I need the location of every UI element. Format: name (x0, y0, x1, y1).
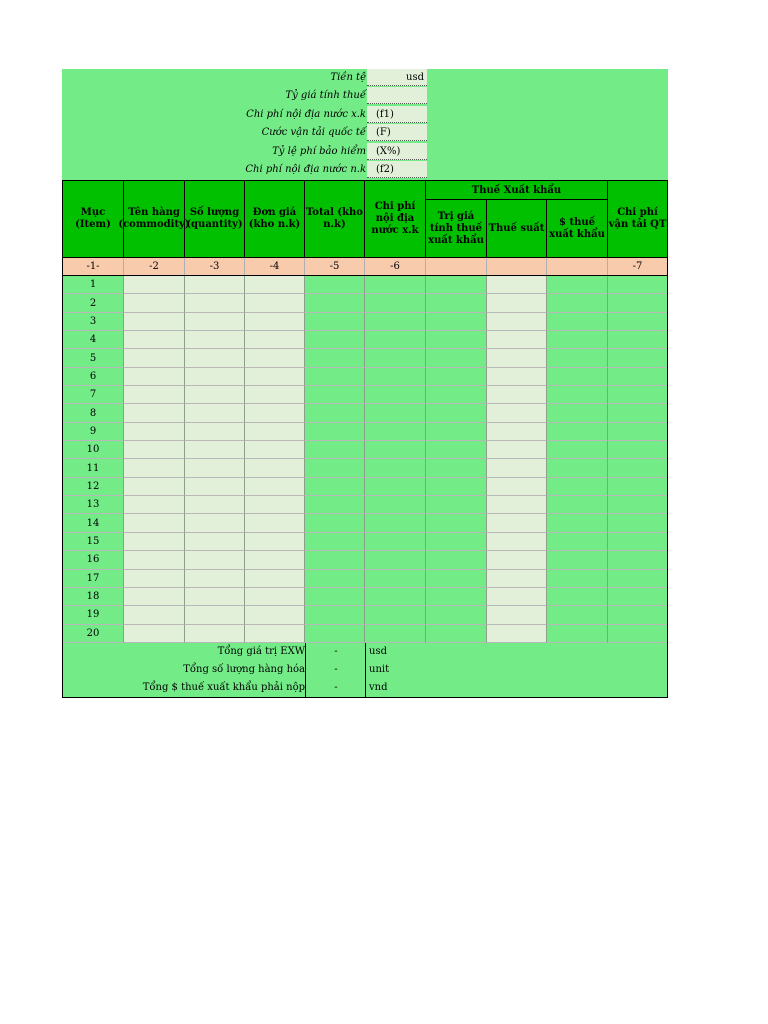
param-note: (X%) (376, 146, 401, 157)
data-cell[interactable] (245, 514, 305, 532)
data-cell[interactable] (305, 368, 365, 386)
data-cell[interactable] (365, 514, 426, 532)
data-cell[interactable] (185, 551, 245, 569)
data-cell[interactable] (547, 331, 608, 349)
data-cell[interactable] (426, 606, 487, 624)
data-cell[interactable] (185, 294, 245, 312)
data-cell[interactable] (365, 368, 426, 386)
data-cell[interactable] (305, 514, 365, 532)
table-row (62, 459, 668, 477)
data-cell[interactable] (185, 533, 245, 551)
total-label: Tổng $ thuế xuất khẩu phải nộp (142, 681, 305, 693)
data-cell[interactable] (245, 294, 305, 312)
data-cell[interactable] (608, 441, 667, 459)
param-row-insurance-rate (62, 143, 668, 161)
row-number-cell: 4 (63, 331, 124, 349)
column-number: -1- (63, 258, 124, 275)
total-value: - (334, 645, 338, 657)
data-cell[interactable] (305, 478, 365, 496)
data-cell[interactable] (185, 368, 245, 386)
row-number-cell: 13 (63, 496, 124, 514)
row-number-cell: 15 (63, 533, 124, 551)
row-number-cell: 3 (63, 313, 124, 331)
header-total: Total (kho n.k) (305, 181, 365, 257)
data-cell[interactable] (608, 404, 667, 422)
data-cell[interactable] (365, 625, 426, 643)
data-cell[interactable] (426, 276, 487, 294)
data-cell[interactable] (365, 423, 426, 441)
row-number-cell: 14 (63, 514, 124, 532)
table-row (62, 423, 668, 441)
data-cell[interactable] (365, 276, 426, 294)
param-label: Tỷ lệ phí bảo hiểm (272, 146, 366, 157)
data-cell[interactable] (547, 368, 608, 386)
data-cell[interactable] (305, 386, 365, 404)
data-cell[interactable] (245, 313, 305, 331)
data-cell[interactable] (487, 368, 547, 386)
data-cell[interactable] (608, 496, 667, 514)
header-quantity: Số lượng (quantity) (185, 181, 245, 257)
data-cell[interactable] (124, 313, 185, 331)
data-cell[interactable] (547, 570, 608, 588)
row-number-cell: 8 (63, 404, 124, 422)
data-cell[interactable] (245, 606, 305, 624)
data-cell[interactable] (365, 386, 426, 404)
data-cell[interactable] (487, 496, 547, 514)
param-label: Tỷ giá tính thuế (285, 90, 366, 101)
data-cell[interactable] (124, 478, 185, 496)
data-cell[interactable] (305, 588, 365, 606)
data-cell[interactable] (547, 276, 608, 294)
data-cell[interactable] (426, 588, 487, 606)
data-cell[interactable] (185, 349, 245, 367)
table-row (62, 276, 668, 294)
total-label: Tổng giá trị EXW (217, 645, 305, 657)
param-row-exchange-rate (62, 87, 668, 105)
row-number-cell: 18 (63, 588, 124, 606)
column-number: -4 (245, 258, 305, 275)
total-value: - (334, 663, 338, 675)
data-cell[interactable] (426, 570, 487, 588)
data-cell[interactable] (608, 570, 667, 588)
data-cell[interactable] (305, 570, 365, 588)
data-cell[interactable] (185, 331, 245, 349)
param-row-currency (62, 69, 668, 87)
table-row (62, 294, 668, 312)
data-cell[interactable] (547, 459, 608, 477)
data-cell[interactable] (305, 313, 365, 331)
data-cell[interactable] (185, 606, 245, 624)
data-cell[interactable] (487, 606, 547, 624)
data-cell[interactable] (124, 606, 185, 624)
data-cell[interactable] (426, 478, 487, 496)
data-cell[interactable] (547, 496, 608, 514)
data-cell[interactable] (124, 588, 185, 606)
total-label: Tổng số lượng hàng hóa (183, 663, 305, 675)
table-body (62, 276, 668, 643)
row-number-cell: 6 (63, 368, 124, 386)
table-row (62, 404, 668, 422)
data-cell[interactable] (124, 625, 185, 643)
row-number-cell: 11 (63, 459, 124, 477)
data-cell[interactable] (185, 386, 245, 404)
data-cell[interactable] (426, 533, 487, 551)
column-number: -7 (632, 261, 643, 272)
data-cell[interactable] (245, 423, 305, 441)
data-cell[interactable] (487, 349, 547, 367)
param-note: (f2) (376, 164, 394, 175)
data-cell[interactable] (245, 625, 305, 643)
data-cell[interactable] (365, 478, 426, 496)
row-number-cell: 19 (63, 606, 124, 624)
data-cell[interactable] (608, 514, 667, 532)
data-cell[interactable] (608, 313, 667, 331)
column-number: -3 (185, 258, 245, 275)
data-cell[interactable] (608, 533, 667, 551)
data-cell[interactable] (426, 404, 487, 422)
data-cell[interactable] (185, 588, 245, 606)
column-number: -2 (124, 258, 185, 275)
data-cell[interactable] (245, 496, 305, 514)
header-export-domestic-cost: Chi phí nội địa nước x.k (365, 181, 426, 257)
data-cell[interactable] (547, 533, 608, 551)
data-cell[interactable] (365, 404, 426, 422)
param-label: Cước vận tải quốc tế (261, 127, 366, 138)
data-cell[interactable] (608, 386, 667, 404)
total-unit: unit (369, 663, 390, 675)
data-cell[interactable] (124, 423, 185, 441)
column-number (487, 258, 547, 275)
data-cell[interactable] (547, 588, 608, 606)
row-number-cell: 16 (63, 551, 124, 569)
data-cell[interactable] (426, 331, 487, 349)
data-cell[interactable] (365, 313, 426, 331)
data-cell[interactable] (245, 404, 305, 422)
table-row (62, 606, 668, 624)
total-row-export-tax (63, 679, 667, 697)
data-cell[interactable] (124, 331, 185, 349)
param-row-export-domestic-cost (62, 106, 668, 124)
data-cell[interactable] (487, 625, 547, 643)
column-number (547, 258, 608, 275)
header-export-tax-group: Thuế Xuất khẩu (426, 181, 608, 199)
data-cell[interactable] (245, 349, 305, 367)
row-number-cell: 1 (63, 276, 124, 294)
data-cell[interactable] (124, 441, 185, 459)
data-cell[interactable] (365, 606, 426, 624)
data-cell[interactable] (487, 441, 547, 459)
data-cell[interactable] (185, 459, 245, 477)
data-cell[interactable] (426, 441, 487, 459)
table-row (62, 496, 668, 514)
data-cell[interactable] (608, 331, 667, 349)
table-row (62, 313, 668, 331)
table-row (62, 368, 668, 386)
data-cell[interactable] (608, 551, 667, 569)
data-cell[interactable] (305, 276, 365, 294)
column-number-row (62, 258, 668, 276)
total-row-quantity (63, 661, 667, 679)
data-cell[interactable] (487, 404, 547, 422)
data-cell[interactable] (608, 588, 667, 606)
header-tax-rate: Thuế suất (487, 199, 547, 257)
data-cell[interactable] (124, 459, 185, 477)
table-row (62, 625, 668, 643)
column-number: -5 (305, 258, 365, 275)
row-number-cell: 9 (63, 423, 124, 441)
data-cell[interactable] (426, 459, 487, 477)
header-commodity: Tên hàng (commodity) (124, 181, 185, 257)
param-note: (f1) (376, 109, 394, 120)
data-cell[interactable] (608, 478, 667, 496)
data-cell[interactable] (245, 441, 305, 459)
data-cell[interactable] (245, 386, 305, 404)
data-cell[interactable] (185, 570, 245, 588)
data-cell[interactable] (365, 459, 426, 477)
total-row-exw (63, 643, 667, 661)
data-cell[interactable] (245, 570, 305, 588)
data-cell[interactable] (124, 496, 185, 514)
data-cell[interactable] (365, 588, 426, 606)
data-cell[interactable] (547, 386, 608, 404)
param-label: Chi phí nội địa nước n.k (245, 164, 366, 175)
data-cell[interactable] (487, 331, 547, 349)
data-cell[interactable] (487, 459, 547, 477)
totals-section (62, 643, 668, 698)
total-value: - (334, 681, 338, 693)
header-taxable-value: Trị giá tính thuế xuất khẩu (426, 199, 487, 257)
data-cell[interactable] (487, 551, 547, 569)
data-cell[interactable] (185, 496, 245, 514)
data-cell[interactable] (426, 625, 487, 643)
data-cell[interactable] (185, 423, 245, 441)
data-cell[interactable] (426, 349, 487, 367)
parameter-section (62, 69, 668, 180)
table-row (62, 588, 668, 606)
data-cell[interactable] (608, 276, 667, 294)
data-cell[interactable] (365, 349, 426, 367)
data-cell[interactable] (487, 276, 547, 294)
data-cell[interactable] (245, 588, 305, 606)
data-cell[interactable] (245, 331, 305, 349)
data-cell[interactable] (245, 368, 305, 386)
data-cell[interactable] (124, 386, 185, 404)
data-cell[interactable] (124, 533, 185, 551)
table-row (62, 386, 668, 404)
table-header (62, 180, 668, 258)
data-cell[interactable] (547, 313, 608, 331)
data-cell[interactable] (124, 349, 185, 367)
data-cell[interactable] (185, 625, 245, 643)
data-cell[interactable] (245, 551, 305, 569)
data-cell[interactable] (365, 551, 426, 569)
data-cell[interactable] (547, 606, 608, 624)
data-cell[interactable] (305, 625, 365, 643)
data-cell[interactable] (547, 625, 608, 643)
data-cell[interactable] (365, 570, 426, 588)
data-cell[interactable] (185, 276, 245, 294)
data-cell[interactable] (608, 606, 667, 624)
data-cell[interactable] (608, 459, 667, 477)
data-cell[interactable] (124, 404, 185, 422)
data-cell[interactable] (487, 423, 547, 441)
table-row (62, 478, 668, 496)
row-number-cell: 5 (63, 349, 124, 367)
data-cell[interactable] (547, 423, 608, 441)
table-row (62, 441, 668, 459)
param-value-cell[interactable] (367, 87, 427, 104)
data-cell[interactable] (426, 294, 487, 312)
data-cell[interactable] (245, 478, 305, 496)
table-row (62, 533, 668, 551)
data-cell[interactable] (547, 349, 608, 367)
data-cell[interactable] (124, 551, 185, 569)
data-cell[interactable] (608, 368, 667, 386)
data-cell[interactable] (487, 514, 547, 532)
column-number: -6 (365, 258, 426, 275)
data-cell[interactable] (426, 386, 487, 404)
header-export-tax-amount: $ thuế xuất khẩu (547, 199, 608, 257)
table-row (62, 551, 668, 569)
table-row (62, 349, 668, 367)
data-cell[interactable] (124, 368, 185, 386)
data-cell[interactable] (426, 551, 487, 569)
data-cell[interactable] (547, 294, 608, 312)
data-cell[interactable] (547, 478, 608, 496)
data-cell[interactable] (487, 386, 547, 404)
data-cell[interactable] (124, 570, 185, 588)
data-cell[interactable] (305, 606, 365, 624)
data-cell[interactable] (365, 533, 426, 551)
data-cell[interactable] (547, 404, 608, 422)
data-cell[interactable] (365, 294, 426, 312)
row-number-cell: 12 (63, 478, 124, 496)
data-cell[interactable] (487, 570, 547, 588)
data-cell[interactable] (305, 423, 365, 441)
data-cell[interactable] (487, 588, 547, 606)
data-cell[interactable] (426, 496, 487, 514)
data-cell[interactable] (185, 478, 245, 496)
data-cell[interactable] (547, 514, 608, 532)
data-cell[interactable] (426, 423, 487, 441)
row-number-cell: 7 (63, 386, 124, 404)
data-cell[interactable] (305, 551, 365, 569)
column-number (426, 258, 487, 275)
total-unit: usd (369, 645, 387, 657)
param-row-import-domestic-cost (62, 161, 668, 179)
data-cell[interactable] (487, 313, 547, 331)
data-cell[interactable] (426, 368, 487, 386)
header-item: Mục (Item) (63, 181, 124, 257)
data-cell[interactable] (124, 276, 185, 294)
data-cell[interactable] (245, 533, 305, 551)
data-cell[interactable] (608, 294, 667, 312)
table-row (62, 514, 668, 532)
data-cell[interactable] (185, 441, 245, 459)
data-cell[interactable] (365, 496, 426, 514)
data-cell[interactable] (426, 313, 487, 331)
param-note: (F) (376, 127, 391, 138)
data-cell[interactable] (124, 294, 185, 312)
data-cell[interactable] (124, 514, 185, 532)
data-cell[interactable] (365, 331, 426, 349)
data-cell[interactable] (305, 349, 365, 367)
param-row-freight (62, 124, 668, 142)
data-cell[interactable] (547, 551, 608, 569)
param-label: Tiền tệ (330, 72, 366, 83)
data-cell[interactable] (487, 533, 547, 551)
data-cell[interactable] (305, 459, 365, 477)
row-number-cell: 17 (63, 570, 124, 588)
data-cell[interactable] (426, 514, 487, 532)
row-number-cell: 2 (63, 294, 124, 312)
data-cell[interactable] (245, 276, 305, 294)
spreadsheet (62, 69, 668, 698)
row-number-cell: 20 (63, 625, 124, 643)
data-cell[interactable] (305, 496, 365, 514)
param-value-cell[interactable]: usd (367, 69, 427, 86)
data-cell[interactable] (487, 294, 547, 312)
data-cell[interactable] (305, 533, 365, 551)
data-cell[interactable] (185, 514, 245, 532)
data-cell[interactable] (608, 423, 667, 441)
param-label: Chi phí nội địa nước x.k (246, 109, 366, 120)
total-unit: vnd (369, 681, 388, 693)
data-cell[interactable] (305, 404, 365, 422)
row-number-cell: 10 (63, 441, 124, 459)
data-cell[interactable] (547, 441, 608, 459)
header-freight-cost: Chi phí vận tải QT (608, 207, 667, 230)
data-cell[interactable] (365, 441, 426, 459)
header-unit-price: Đơn giá (kho n.k) (245, 181, 305, 257)
data-cell[interactable] (305, 441, 365, 459)
data-cell[interactable] (305, 294, 365, 312)
table-row (62, 331, 668, 349)
data-cell[interactable] (487, 478, 547, 496)
data-cell[interactable] (245, 459, 305, 477)
data-cell[interactable] (185, 404, 245, 422)
table-row (62, 570, 668, 588)
data-cell[interactable] (608, 625, 667, 643)
data-cell[interactable] (305, 331, 365, 349)
data-cell[interactable] (185, 313, 245, 331)
data-cell[interactable] (608, 349, 667, 367)
